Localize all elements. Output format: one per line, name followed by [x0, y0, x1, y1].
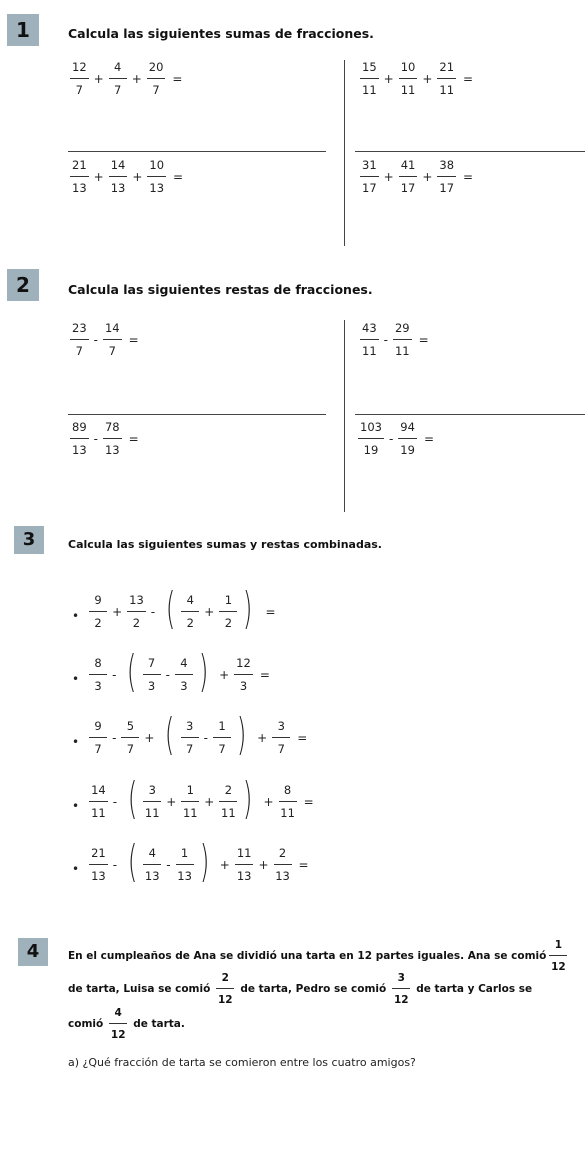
fraction: [103, 422, 122, 456]
equals-sign: =: [463, 170, 474, 184]
plus-sign: +: [257, 731, 268, 745]
problem-line-2: [68, 973, 532, 1005]
minus-sign: -: [166, 858, 171, 872]
combined-expression: [72, 773, 314, 824]
equals-sign: =: [298, 858, 309, 872]
numerator: 14: [109, 160, 128, 177]
fraction: $\frac{1}{12}$: [551, 939, 566, 973]
fraction: [147, 62, 166, 96]
denominator: 7: [152, 82, 160, 97]
problem-text: comió: [68, 1018, 104, 1030]
numerator: 1: [181, 785, 199, 802]
fraction: [89, 658, 107, 692]
section-title: Calcula las siguientes sumas y restas combinadas.: [68, 538, 382, 551]
numerator: 1: [219, 595, 237, 612]
numerator: 3: [181, 721, 199, 738]
fraction: [399, 62, 418, 96]
plus-sign: +: [204, 605, 215, 619]
denominator: 7: [94, 741, 102, 756]
problem-text: En el cumpleaños de Ana se dividió una tarta en 12 partes iguales. Ana se comió: [68, 950, 547, 962]
denominator: 13: [236, 868, 252, 883]
bullet: •: [72, 799, 80, 813]
numerator: 10: [399, 62, 418, 79]
fraction: [109, 62, 127, 96]
section-title: Calcula las siguientes sumas de fracciones.: [68, 26, 374, 41]
left-paren: (: [165, 583, 176, 634]
numerator: 43: [360, 323, 379, 340]
combined-expression: [72, 836, 309, 887]
divider-horizontal: [355, 414, 585, 415]
fraction: [175, 658, 193, 692]
left-paren: (: [127, 773, 138, 824]
denominator: 11: [362, 343, 377, 358]
plus-sign: +: [258, 858, 269, 872]
fraction: [437, 160, 456, 194]
plus-sign: +: [219, 668, 230, 682]
numerator: 3: [143, 785, 161, 802]
denominator: 2: [132, 615, 141, 630]
equals-sign: =: [423, 432, 434, 446]
denominator: 13: [149, 180, 165, 195]
right-paren: ): [243, 583, 253, 634]
numerator: 29: [393, 323, 412, 340]
denominator: 11: [91, 805, 106, 820]
equals-sign: =: [418, 333, 429, 347]
denominator: 17: [400, 180, 416, 195]
fraction: [109, 160, 128, 194]
problem-text: de tarta y Carlos se: [416, 983, 533, 995]
denominator: 11: [144, 805, 160, 820]
divider-vertical: [344, 60, 345, 246]
fraction: $\frac{3}{12}$: [393, 972, 409, 1006]
denominator: 13: [72, 180, 87, 195]
problem-text: de tarta, Luisa se comió: [68, 983, 211, 995]
denominator: 2: [186, 615, 194, 630]
denominator: 13: [72, 442, 87, 457]
fraction: [89, 848, 108, 882]
fraction-expression: [358, 422, 434, 456]
right-paren: ): [198, 646, 209, 697]
numerator: 23: [70, 323, 89, 340]
equals-sign: =: [128, 432, 139, 446]
bullet: •: [72, 735, 80, 749]
denominator: 13: [110, 180, 126, 195]
plus-sign: +: [132, 170, 143, 184]
plus-sign: +: [383, 170, 394, 184]
right-paren: ): [199, 836, 209, 887]
section-number-badge: 3: [14, 526, 44, 554]
fraction: $\frac{4}{12}$: [110, 1007, 126, 1041]
equals-sign: =: [297, 731, 308, 745]
denominator: 13: [91, 868, 106, 883]
numerator: 103: [358, 422, 384, 439]
denominator: 17: [362, 180, 377, 195]
plus-sign: +: [93, 170, 104, 184]
denominator: 7: [75, 343, 83, 358]
denominator: 13: [144, 868, 160, 883]
fraction-expression: [70, 62, 182, 96]
numerator: 8: [89, 658, 107, 675]
fraction: [272, 721, 290, 755]
minus-sign: -: [388, 432, 394, 446]
equals-sign: =: [172, 72, 183, 86]
equals-sign: =: [173, 170, 184, 184]
plus-sign: +: [93, 72, 104, 86]
equals-sign: =: [463, 72, 474, 86]
section-number-badge: 4: [18, 938, 48, 966]
minus-sign: -: [93, 432, 98, 446]
fraction: [234, 658, 253, 692]
plus-sign: +: [204, 795, 215, 809]
numerator: 1: [213, 721, 231, 738]
denominator: 7: [185, 741, 194, 756]
fraction: [70, 62, 89, 96]
combined-expression: [72, 709, 308, 760]
numerator: 10: [147, 160, 166, 177]
left-paren: (: [127, 836, 138, 887]
divider-horizontal: [68, 151, 326, 152]
fraction: [360, 323, 379, 357]
plus-sign: +: [219, 858, 230, 872]
denominator: 11: [400, 82, 416, 97]
fraction-expression: [70, 422, 139, 456]
fraction: [279, 785, 297, 819]
numerator: 9: [89, 595, 107, 612]
numerator: 5: [121, 721, 139, 738]
right-paren: ): [243, 773, 253, 824]
fraction: [360, 160, 379, 194]
numerator: 89: [70, 422, 89, 439]
denominator: 19: [363, 442, 379, 457]
fraction: [103, 323, 122, 357]
plus-sign: +: [383, 72, 394, 86]
plus-sign: +: [112, 605, 123, 619]
section-number-badge: 2: [7, 269, 39, 301]
minus-sign: -: [150, 605, 156, 619]
fraction: [89, 595, 107, 629]
plus-sign: +: [144, 731, 155, 745]
denominator: 3: [180, 678, 188, 693]
fraction: [219, 785, 237, 819]
fraction: [274, 848, 292, 882]
numerator: 38: [437, 160, 456, 177]
numerator: 4: [175, 658, 193, 675]
numerator: 4: [109, 62, 127, 79]
divider-horizontal: [68, 414, 326, 415]
numerator: 4: [181, 595, 199, 612]
bullet: •: [72, 862, 80, 876]
fraction: [181, 785, 199, 819]
denominator: 7: [126, 741, 135, 756]
minus-sign: -: [112, 731, 117, 745]
divider-vertical: [344, 320, 345, 512]
denominator: 3: [94, 678, 102, 693]
fraction: [176, 848, 194, 882]
plus-sign: +: [131, 72, 142, 86]
numerator: 21: [89, 848, 108, 865]
fraction: $\frac{2}{12}$: [218, 972, 233, 1006]
fraction-expression: [360, 160, 473, 194]
fraction: [398, 422, 417, 456]
numerator: 4: [143, 848, 161, 865]
bullet: •: [72, 672, 80, 686]
combined-expression: [72, 583, 276, 634]
fraction: [143, 658, 161, 692]
fraction: [360, 62, 379, 96]
denominator: 7: [75, 82, 83, 97]
denominator: 3: [147, 678, 156, 693]
section-title: Calcula las siguientes restas de fracciones.: [68, 282, 373, 297]
numerator: 2: [219, 785, 237, 802]
right-paren: ): [236, 709, 247, 760]
numerator: 14: [103, 323, 122, 340]
equals-sign: =: [265, 605, 276, 619]
minus-sign: -: [112, 858, 118, 872]
numerator: 1: [176, 848, 194, 865]
numerator: 20: [147, 62, 166, 79]
numerator: 13: [127, 595, 146, 612]
denominator: 2: [224, 615, 233, 630]
numerator: 31: [360, 160, 379, 177]
fraction: [89, 785, 108, 819]
combined-expression: [72, 646, 270, 697]
denominator: 11: [439, 82, 455, 97]
fraction: [121, 721, 139, 755]
fraction: [358, 422, 384, 456]
fraction: [143, 785, 161, 819]
minus-sign: -: [203, 731, 208, 745]
equals-sign: =: [128, 333, 139, 347]
fraction-expression: [360, 62, 473, 96]
numerator: 21: [437, 62, 456, 79]
minus-sign: -: [165, 668, 170, 682]
denominator: 17: [439, 180, 455, 195]
numerator: 7: [143, 658, 161, 675]
denominator: 13: [275, 868, 290, 883]
fraction: [437, 62, 456, 96]
numerator: 94: [398, 422, 417, 439]
fraction: [70, 160, 89, 194]
plus-sign: +: [422, 170, 433, 184]
numerator: 78: [103, 422, 122, 439]
problem-line-3: [68, 1008, 185, 1040]
fraction: [235, 848, 254, 882]
denominator: 7: [277, 741, 285, 756]
fraction: [147, 160, 166, 194]
fraction: [143, 848, 161, 882]
fraction: [181, 595, 199, 629]
fraction: [213, 721, 231, 755]
numerator: 2: [274, 848, 292, 865]
left-paren: (: [127, 646, 137, 697]
plus-sign: +: [263, 795, 274, 809]
numerator: 11: [235, 848, 254, 865]
numerator: 14: [89, 785, 108, 802]
numerator: 41: [399, 160, 418, 177]
equals-sign: =: [303, 795, 314, 809]
denominator: 13: [104, 442, 120, 457]
denominator: 7: [108, 343, 116, 358]
fraction-expression: [70, 323, 139, 357]
minus-sign: -: [93, 333, 98, 347]
numerator: 12: [70, 62, 89, 79]
fraction: [393, 323, 412, 357]
problem-text: de tarta.: [133, 1018, 185, 1030]
plus-sign: +: [422, 72, 433, 86]
fraction: [70, 422, 89, 456]
denominator: 11: [182, 805, 198, 820]
minus-sign: -: [112, 795, 118, 809]
denominator: 7: [114, 82, 122, 97]
numerator: 9: [89, 721, 107, 738]
denominator: 3: [239, 678, 248, 693]
problem-line-1: [68, 940, 573, 972]
numerator: 12: [234, 658, 253, 675]
fraction: [89, 721, 107, 755]
denominator: 13: [177, 868, 192, 883]
bullet: •: [72, 609, 80, 623]
denominator: 11: [362, 82, 377, 97]
denominator: 11: [221, 805, 236, 820]
fraction-expression: [70, 160, 183, 194]
numerator: 3: [272, 721, 290, 738]
denominator: 19: [400, 442, 415, 457]
fraction-expression: [360, 323, 429, 357]
denominator: 7: [218, 741, 226, 756]
plus-sign: +: [166, 795, 177, 809]
numerator: 8: [279, 785, 297, 802]
fraction: [399, 160, 418, 194]
section-number-badge: 1: [7, 14, 39, 46]
denominator: 2: [94, 615, 102, 630]
denominator: 11: [280, 805, 295, 820]
numerator: 15: [360, 62, 379, 79]
equals-sign: =: [259, 668, 270, 682]
minus-sign: -: [112, 668, 117, 682]
denominator: 11: [394, 343, 410, 358]
fraction: [70, 323, 89, 357]
numerator: 21: [70, 160, 89, 177]
divider-horizontal: [355, 151, 585, 152]
problem-text: de tarta, Pedro se comió: [240, 983, 387, 995]
problem-question: a) ¿Qué fracción de tarta se comieron entre los cuatro amigos?: [68, 1056, 416, 1069]
fraction: [127, 595, 146, 629]
fraction: [181, 721, 199, 755]
fraction: [219, 595, 237, 629]
left-paren: (: [165, 709, 175, 760]
minus-sign: -: [383, 333, 388, 347]
